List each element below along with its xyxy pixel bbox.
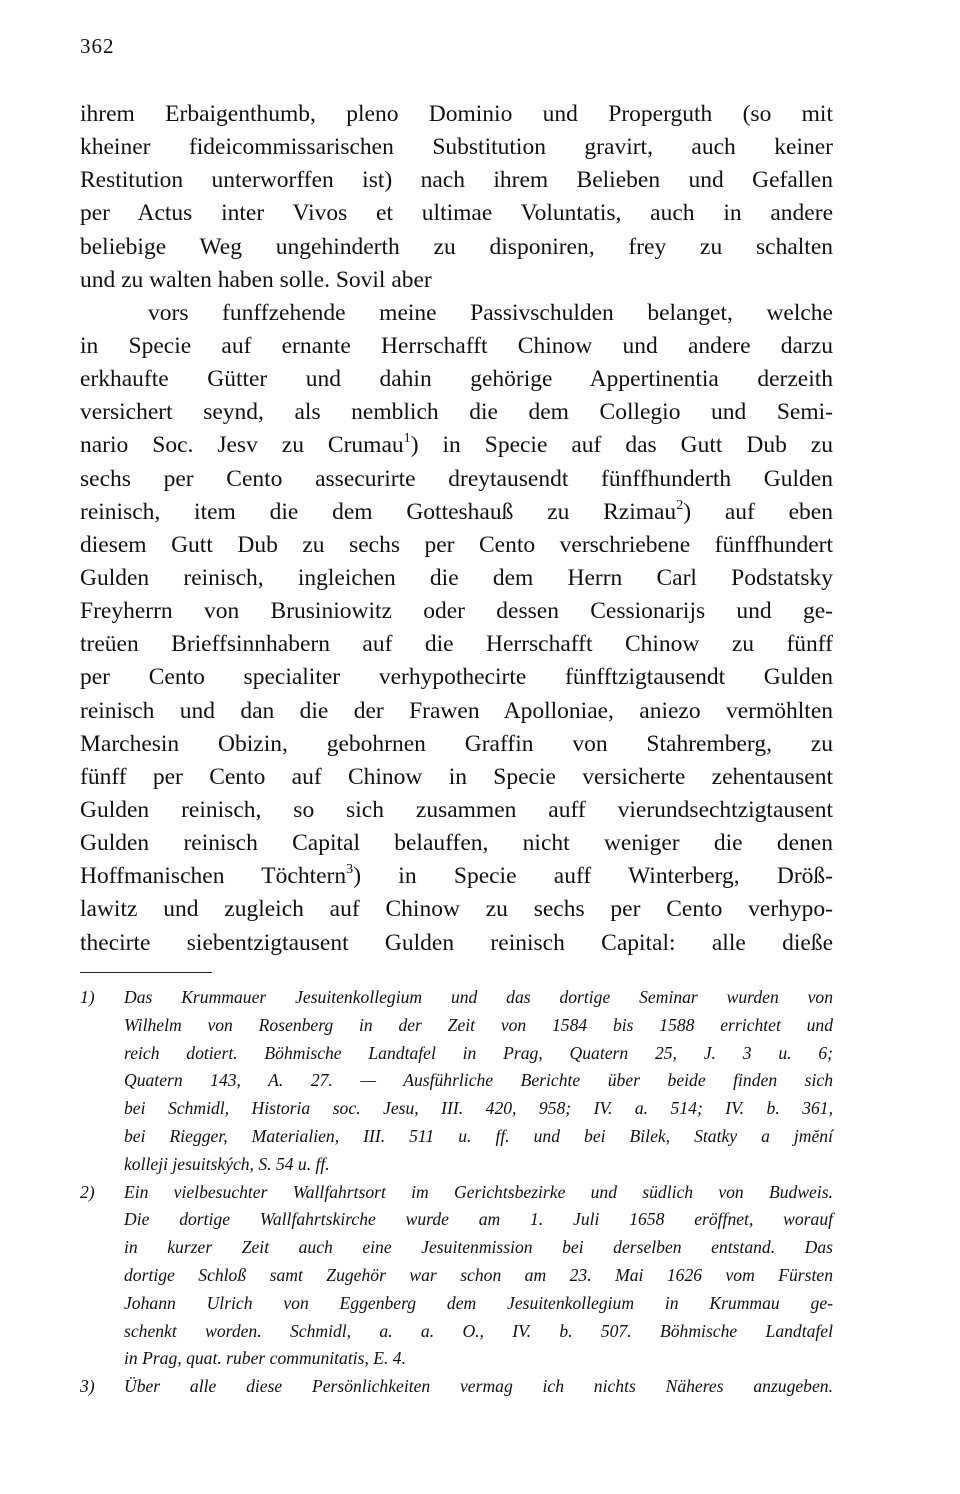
footnote-line: schenkt worden. Schmidl, a. a. O., IV. b. 507. Böhmische Landtafel [124, 1320, 833, 1341]
text-line: treüen Brieffsinnhabern auf die Herrschafft Chinow zu fünff [80, 631, 833, 658]
footnotes-block [80, 984, 833, 1401]
text-line: Marchesin Obizin, gebohrnen Graffin von Stahremberg, zu [80, 730, 833, 757]
text-segment: ) in Specie auf das Gutt Dub zu [410, 432, 833, 459]
text-line-with-note [80, 496, 833, 529]
footnote-line: Quatern 143, A. 27. — Ausführliche Berichte über beide finden sich [124, 1070, 833, 1091]
footnote-reference: 1 [403, 430, 411, 447]
footnote-1 [80, 984, 833, 1179]
footnote-text: Das Krummauer Jesuitenkollegium und das dortige Seminar wurden von [124, 987, 833, 1007]
text-segment: ) in Specie auff Winterberg, Dröß- [353, 863, 833, 890]
text-line: ihrem Erbaigenthumb, pleno Dominio und Properguth (so mit [80, 101, 833, 127]
text-line: per Cento specialiter verhypothecirte fünfftzigtausendt Gulden [80, 664, 833, 691]
footnote-separator [80, 972, 212, 973]
text-segment: nario Soc. Jesv zu Crumau [80, 432, 404, 459]
text-line: Gulden reinisch Capital belauffen, nicht weniger die denen [80, 830, 833, 857]
footnote-line [80, 1373, 833, 1401]
page-number: 362 [80, 34, 115, 58]
footnote-text: Ein vielbesuchter Wallfahrtsort im Gerichtsbezirke und südlich von Budweis. [124, 1181, 833, 1202]
footnote-line: kolleji jesuitských, S. 54 u. ff. [124, 1153, 330, 1174]
footnote-mark: 3) [80, 1376, 95, 1397]
text-line: sechs per Cento assecurirte dreytausendt fünffhunderth Gulden [80, 465, 833, 492]
footnote-reference: 3 [346, 861, 354, 878]
text-segment: Hoffmanischen Töchtern [80, 863, 347, 890]
footnote-line [80, 1179, 833, 1207]
text-line: in Specie auf ernante Herrschafft Chinow und andere darzu [80, 332, 833, 359]
text-line: erkhaufte Gütter und dahin gehörige Appertinentia derzeith [80, 366, 833, 393]
footnote-mark: 1) [80, 987, 95, 1007]
footnote-text: Über alle diese Persönlichkeiten vermag ich nichts Näheres anzugeben. [124, 1376, 833, 1397]
text-line: und zu walten haben solle. Sovil aber [80, 266, 432, 293]
text-line-with-note [80, 429, 833, 462]
text-line: thecirte siebentzigtausent Gulden reinisch Capital: alle dieße [80, 929, 833, 956]
text-line: kheiner fideicommissarischen Substitution gravirt, auch keiner [80, 134, 833, 161]
text-line-indented: vors funffzehende meine Passivschulden belanget, welche [148, 299, 833, 326]
text-line: per Actus inter Vivos et ultimae Voluntatis, auch in andere [80, 200, 833, 227]
footnote-3 [80, 1373, 833, 1401]
footnote-2 [80, 1179, 833, 1374]
text-line: reinisch und dan die der Frawen Apolloniae, aniezo vermöhlten [80, 697, 833, 724]
text-line-with-note [80, 860, 833, 893]
footnote-line: bei Schmidl, Historia soc. Jesu, III. 420, 958; IV. a. 514; IV. b. 361, [124, 1098, 833, 1119]
text-line: Gulden reinisch, ingleichen die dem Herrn Carl Podstatsky [80, 564, 833, 591]
text-line: diesem Gutt Dub zu sechs per Cento verschriebene fünffhundert [80, 531, 833, 558]
footnote-line: reich dotiert. Böhmische Landtafel in Prag, Quatern 25, J. 3 u. 6; [124, 1042, 833, 1063]
footnote-line: Wilhelm von Rosenberg in der Zeit von 1584 bis 1588 errichtet und [124, 1014, 833, 1035]
footnote-line: dortige Schloß samt Zugehör war schon am 23. Mai 1626 vom Fürsten [124, 1264, 833, 1285]
footnote-line: Die dortige Wallfahrtskirche wurde am 1. Juli 1658 eröffnet, worauf [124, 1209, 833, 1230]
text-line: lawitz und zugleich auf Chinow zu sechs per Cento verhypo- [80, 896, 833, 923]
main-text-block [80, 98, 833, 960]
footnote-line: in Prag, quat. ruber communitatis, E. 4. [124, 1348, 406, 1369]
text-line: Freyherrn von Brusiniowitz oder dessen Cessionarijs und ge- [80, 598, 833, 625]
text-line: Gulden reinisch, so sich zusammen auff vierundsechtzigtausent [80, 796, 833, 823]
footnote-line [80, 984, 833, 1012]
text-line: Restitution unterworffen ist) nach ihrem Belieben und Gefallen [80, 167, 833, 194]
text-segment: ) auf eben [683, 498, 833, 525]
text-line: beliebige Weg ungehinderth zu disponiren, frey zu schalten [80, 233, 833, 260]
text-line: versichert seynd, als nemblich die dem Collegio und Semi- [80, 399, 833, 426]
text-segment: reinisch, item die dem Gotteshauß zu Rzimau [80, 498, 677, 525]
footnote-line: bei Riegger, Materialien, III. 511 u. ff. und bei Bilek, Statky a jmĕní [124, 1125, 833, 1146]
footnote-reference: 2 [676, 496, 684, 513]
footnote-line: in kurzer Zeit auch eine Jesuitenmission bei derselben entstand. Das [124, 1237, 833, 1258]
text-line: fünff per Cento auf Chinow in Specie versicherte zehentausent [80, 763, 833, 790]
footnote-mark: 2) [80, 1181, 95, 1202]
footnote-line: Johann Ulrich von Eggenberg dem Jesuitenkollegium in Krummau ge- [124, 1292, 833, 1313]
